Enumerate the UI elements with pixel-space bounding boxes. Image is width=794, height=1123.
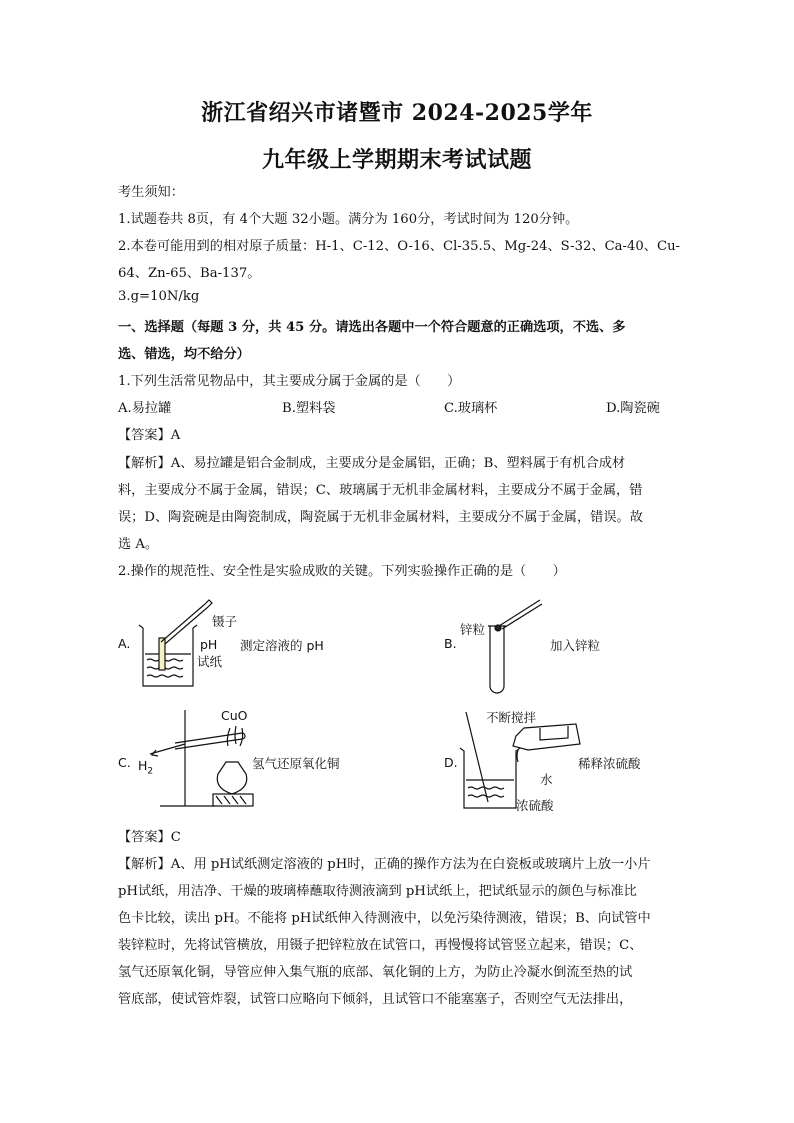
q1-option-a: A.易拉罐 xyxy=(118,401,172,416)
notice-2b: 64、Zn-65、Ba-137。 xyxy=(118,266,261,281)
fig-a-tweezers-label: 镊子 xyxy=(212,614,238,629)
q1-option-b: B.塑料袋 xyxy=(282,401,336,416)
q1-answer: 【答案】A xyxy=(118,428,181,443)
fig-b-zinc-label: 锌粒 xyxy=(460,622,486,637)
notice-2a: 2.本卷可能用到的相对原子质量：H-1、C-12、O-16、Cl-35.5、Mg-24、S-32、Ca-40、Cu- xyxy=(118,239,681,254)
section1-heading-a: 一、选择题（每题 3 分，共 45 分。请选出各题中一个符合题意的正确选项，不选、多 xyxy=(118,320,626,335)
notice-heading: 考生须知： xyxy=(118,185,184,200)
q2-analysis-5: 氢气还原氧化铜，导管应伸入集气瓶的底部、氧化铜的上方，为防止冷凝水倒流至热的试 xyxy=(118,965,633,980)
q2-analysis-2: pH试纸，用洁净、干燥的玻璃棒蘸取待测液滴到 pH试纸上，把试纸显示的颜色与标准比 xyxy=(118,884,637,899)
q2-analysis-4: 装锌粒时，先将试管横放，用镊子把锌粒放在试管口，再慢慢将试管竖立起来，错误；C、 xyxy=(118,938,643,953)
fig-c-caption: 氢气还原氧化铜 xyxy=(252,756,340,771)
fig-a-caption: 测定溶液的 pH xyxy=(240,638,324,653)
fig-c-h2-subscript: 2 xyxy=(147,766,154,777)
notice-3: 3.g=10N/kg xyxy=(118,289,200,304)
q2-analysis-6: 管底部，使试管炸裂，试管口应略向下倾斜，且试管口不能塞塞子，否则空气无法排出， xyxy=(118,992,633,1007)
fig-d-stir-label: 不断搅拌 xyxy=(486,710,537,725)
section1-heading-b: 选、错选，均不给分） xyxy=(118,347,250,362)
fig-d-caption: 稀释浓硫酸 xyxy=(578,756,641,771)
fig-a-paper-label: 试纸 xyxy=(197,654,223,669)
fig-d-letter: D. xyxy=(444,755,458,770)
fig-c-letter: C. xyxy=(118,755,131,770)
fig-c-cuo-label: CuO xyxy=(221,708,248,723)
q2-answer: 【答案】C xyxy=(118,830,181,845)
title-line-1: 浙江省绍兴市诸暨市 2024-2025学年 xyxy=(201,100,593,126)
q1-stem: 1.下列生活常见物品中，其主要成分属于金属的是（ ） xyxy=(118,374,461,389)
notice-1: 1.试题卷共 8页，有 4个大题 32小题。满分为 160分，考试时间为 120分钟。 xyxy=(118,212,579,227)
fig-c-h2-symbol: H xyxy=(138,758,148,773)
q2-analysis-1: 【解析】A、用 pH试纸测定溶液的 pH时，正确的操作方法为在白瓷板或玻璃片上放一小片 xyxy=(118,857,651,872)
q1-analysis-4: 选 A。 xyxy=(118,537,159,552)
q2-stem: 2.操作的规范性、安全性是实验成败的关键。下列实验操作正确的是（ ） xyxy=(118,564,566,579)
q1-option-c: C.玻璃杯 xyxy=(444,401,498,416)
q2-analysis-3: 色卡比较，读出 pH。不能将 pH试纸伸入待测液中，以免污染待测液，错误；B、向试管中 xyxy=(118,911,651,926)
q1-option-d: D.陶瓷碗 xyxy=(606,401,660,416)
fig-b-caption: 加入锌粒 xyxy=(550,638,601,653)
fig-b-letter: B. xyxy=(444,636,457,651)
q1-analysis-2: 料，主要成分不属于金属，错误；C、玻璃属于无机非金属材料，主要成分不属于金属，错 xyxy=(118,483,643,498)
fig-d-water-label: 水 xyxy=(540,772,553,787)
fig-d-acid-label: 浓硫酸 xyxy=(516,798,554,813)
fig-a-ph-label: pH xyxy=(200,637,218,652)
fig-c-h2-label xyxy=(138,758,153,777)
q1-analysis-1: 【解析】A、易拉罐是铝合金制成，主要成分是金属铝，正确；B、塑料属于有机合成材 xyxy=(118,456,626,471)
title-line-2: 九年级上学期期末考试试题 xyxy=(261,147,532,173)
fig-a-letter: A. xyxy=(118,636,131,651)
q1-analysis-3: 误；D、陶瓷碗是由陶瓷制成，陶瓷属于无机非金属材料，主要成分不属于金属，错误。故 xyxy=(118,510,643,525)
fig-b-test-tube-diagram xyxy=(488,598,558,698)
